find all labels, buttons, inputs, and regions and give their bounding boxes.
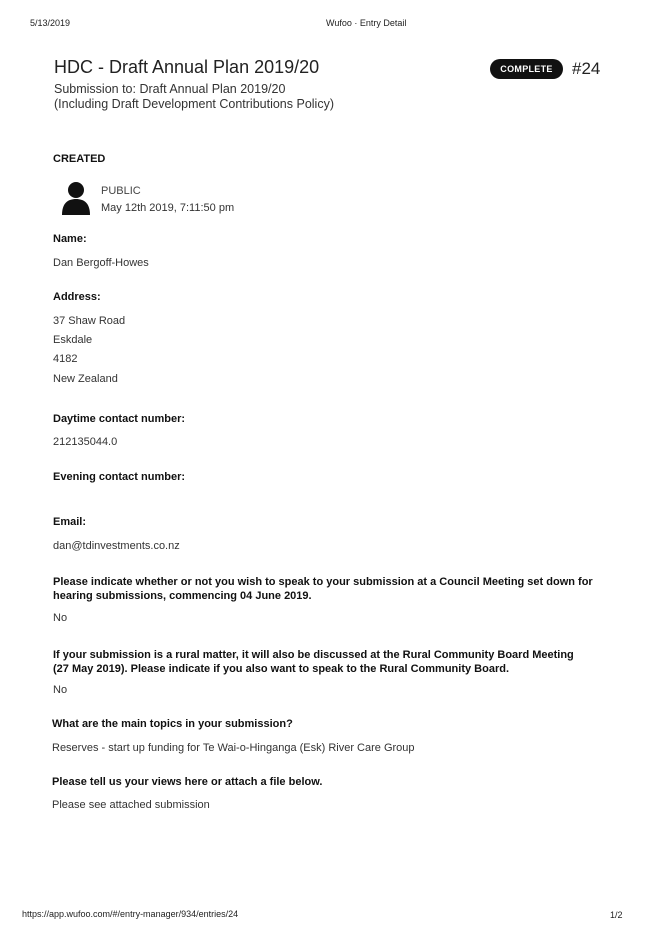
- created-timestamp: May 12th 2019, 7:11:50 pm: [101, 202, 235, 214]
- email-label: Email:: [53, 516, 87, 528]
- rural-question-line2: (27 May 2019). Please indicate if you also want to speak to the Rural Community Board.: [53, 663, 510, 675]
- address-label: Address:: [53, 291, 101, 303]
- print-page-number: 1/2: [610, 910, 623, 920]
- name-value: Dan Bergoff-Howes: [53, 257, 149, 269]
- email-value: dan@tdinvestments.co.nz: [53, 540, 180, 552]
- daytime-label: Daytime contact number:: [53, 413, 186, 425]
- evening-label: Evening contact number:: [53, 471, 186, 483]
- rural-value: No: [53, 684, 68, 696]
- address-line: 4182: [53, 353, 78, 365]
- created-user: PUBLIC: [101, 185, 141, 197]
- form-subtitle-line2: (Including Draft Development Contributions Policy): [54, 97, 334, 111]
- council-meeting-question-line2: hearing submissions, commencing 04 June 2019.: [53, 590, 312, 602]
- print-url: https://app.wufoo.com/#/entry-manager/934/entries/24: [22, 909, 239, 919]
- form-title: HDC - Draft Annual Plan 2019/20: [54, 57, 320, 77]
- status-badge: COMPLETE: [490, 59, 563, 79]
- address-line: Eskdale: [53, 334, 93, 346]
- topics-value: Reserves - start up funding for Te Wai-o-Hinganga (Esk) River Care Group: [52, 742, 415, 754]
- person-icon: [61, 181, 91, 215]
- views-value: Please see attached submission: [52, 799, 210, 811]
- views-label: Please tell us your views here or attach a file below.: [52, 776, 323, 788]
- council-meeting-question-line1: Please indicate whether or not you wish to speak to your submission at a Council Meeting set down for: [53, 576, 593, 588]
- name-label: Name:: [53, 233, 87, 245]
- topics-label: What are the main topics in your submission?: [52, 718, 293, 730]
- entry-number: #24: [572, 59, 601, 78]
- rural-question-line1: If your submission is a rural matter, it will also be discussed at the Rural Community Board Meeting: [53, 649, 574, 661]
- created-label: CREATED: [53, 153, 106, 165]
- council-meeting-value: No: [53, 612, 68, 624]
- daytime-value: 212135044.0: [53, 436, 118, 448]
- form-subtitle-line1: Submission to: Draft Annual Plan 2019/20: [54, 82, 286, 96]
- address-line: New Zealand: [53, 373, 118, 385]
- print-title: Wufoo · Entry Detail: [326, 18, 407, 28]
- print-date: 5/13/2019: [30, 18, 71, 28]
- address-line: 37 Shaw Road: [53, 315, 126, 327]
